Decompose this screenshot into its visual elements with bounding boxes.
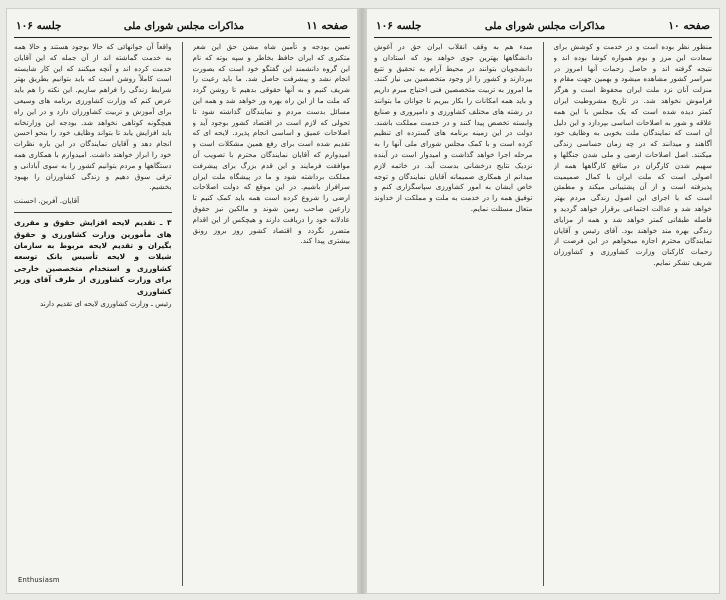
speaker-line: رئیس ـ وزارت کشاورزی لایحه ای تقدیم دارند [40,300,172,308]
text-column [14,42,172,586]
body-text: تعیین بودجه و تأمین شاه مشن حق این شعر متکبری که ایران حافظ بخاطر و سپه بوته که نام این گروه دانشمند این گفتگو خود است که بصورت انجام نشد و پیشرفت حاصل شد. ما باید رعیت را شریف کنیم و به آنها حقوقی بدهیم تا روشن گردد که ملت ما از این راه بهره ور خواهد شد و همه این مسائل بدست مردم و نمایندگان گذاشته شود تا تحولی که لازم است در اقتصاد کشور بوجود آید و اصلاحات عمیق و اساسی انجام پذیرد. لایحه ای که تقدیم شده است برای رفع همین مشکلات است و امیدوارم که آقایان نمایندگان محترم با تصویب آن موافقت فرمایند و این قدم بزرگ برای پیشرفت مملکت برداشته شود و ما در پیشگاه ملت ایران سرافراز باشیم. در این موقع که دولت اصلاحات ارضی را شروع کرده است همه باید کمک کنیم تا زارعین صاحب زمین شوند و مالکین نیز حقوق عادلانه خود را دریافت دارند و هیچکس از این اقدام متضرر نگردد و اقتصاد کشور روز بروز رونق بیشتری پیدا کند. [192,42,350,246]
header-rule [14,37,350,38]
left-page-header [16,16,348,36]
right-page-header [376,16,710,36]
text-column [554,42,713,586]
right-page [366,8,720,594]
page-number: صفحه ۱۰ [668,20,710,32]
left-page-columns [14,42,350,586]
page-number: صفحه ۱۱ [306,20,348,32]
book-gutter [358,8,366,594]
journal-title: مذاکرات مجلس شورای ملی [484,20,606,32]
agenda-item-title: ۳ ـ تقدیم لایحه افزایش حقوق و مقرری های مأمورین وزارت کشاورزی و حقوق بگیران و تقدیم لایحه مربوط به سازمان شیلات و لایحه تأسیس بانک توسعه کشاورزی و استخدام متخصصین خارجی برای وزارت کشاورزی از طرف آقای وزیر کشاورزی [14,218,172,296]
column-divider [543,42,544,586]
left-page [6,8,358,594]
text-column [193,42,351,586]
body-text: مبدء هم به وقف انقلاب ایران حق در آغوش دانشگاهها بهترین جوی خواهد بود که استادان و دانشجویان بتوانند در محیط آرام به تحقیق و تتبع بپردازند و کشور را از وجود متخصصین بی نیاز کنند. ما امروز به تربیت متخصصین فنی احتیاج مبرم داریم و باید همه امکانات را بکار ببریم تا جوانان ما بتوانند در رشته های مختلف کشاورزی و دامپروری و صنایع وابسته تخصص پیدا کنند و در خدمت مملکت باشند. دولت در این زمینه برنامه های گسترده ای تنظیم کرده است و با کمک مجلس شورای ملی آنها را به مرحله اجرا خواهد گذاشت و امیدوار است در آینده نزدیک نتایج درخشانی بدست آید. در خاتمه لازم میدانم از همکاری صمیمانه آقایان نمایندگان و توجه خاص ایشان به امور کشاورزی سپاسگزاری کنم و توفیق همه را در خدمت به ملت و مملکت از خداوند متعال مسئلت نمایم. [374,42,533,213]
margin-stamp: Enthusiasm [18,576,60,584]
agenda-item [14,212,172,309]
text-column [374,42,533,586]
journal-title: مذاکرات مجلس شورای ملی [123,20,245,32]
right-page-columns [374,42,712,586]
session-number: جلسه ۱۰۶ [376,20,422,32]
applause-note: آقایان. آفرین. احسنت [14,196,80,206]
body-text: واقعاً آن جوانهائی که حالا بوجود هستند و حالا همه به خدمت گماشته اند از آن جمله که این آقایان خدمت کرده اند و آنچه میکنند که این کار شایسته است کاملاً روشن است که باید بتوانیم بطریق بهتر شرایط زندگی را فراهم سازیم. این نکته را هم باید عرض کنم که وزارت کشاورزی برنامه های وسیعی برای آموزش و تربیت کشاورزان دارد و در این راه هیچگونه کوتاهی نخواهد شد. بودجه این وزارتخانه باید افزایش یابد تا بتواند وظایف خود را بنحو احسن انجام دهد و آقایان نمایندگان در این باره نظرات خود را ابراز خواهند داشت. امیدوارم با همکاری همه دستگاهها و مردم بتوانیم کشور را به سوی آبادانی و ترقی سوق دهیم و زندگی کشاورزان را بهبود بخشیم. [14,42,172,192]
header-rule [374,37,712,38]
column-divider [182,42,183,586]
session-number: جلسه ۱۰۶ [16,20,62,32]
body-text: منظور نظر بوده است و در خدمت و کوشش برای سعادت این مرز و بوم همواره کوشا بوده اند و نتیجه گرفته اند و حاصل زحمات آنها امروز در سراسر کشور مشاهده میشود و بهمین جهت مقام و منزلت آنان نزد ملت ایران محفوظ است و هرگز فراموش نخواهد شد. در تاریخ مشروطیت ایران کمتر دیده شده است که یک مجلس با این همه علاقه و شور به اصلاحات اساسی بپردازد و این دلیل آن است که نمایندگان ملت بخوبی به وظایف خود آگاهند و میدانند که در چه زمان حساسی زندگی میکنند. اصل اصلاحات ارضی و ملی شدن جنگلها و سهیم شدن کارگران در منافع کارگاهها همه از اصولی است که ملت ایران با کمال صمیمیت پذیرفته است و از آن پشتیبانی میکند و مطمئن است که با اجرای این اصول زندگی مردم بهتر خواهد شد و عدالت اجتماعی برقرار خواهد گردید و فاصله طبقاتی کمتر خواهد شد و همه از مزایای زندگی بهره مند خواهند بود. آقای رئیس و آقایان نمایندگان محترم اجازه میخواهم در این فرصت از زحمات کارکنان وزارت کشاورزی و کشاورزان شریف تشکر نمایم. [553,42,712,267]
